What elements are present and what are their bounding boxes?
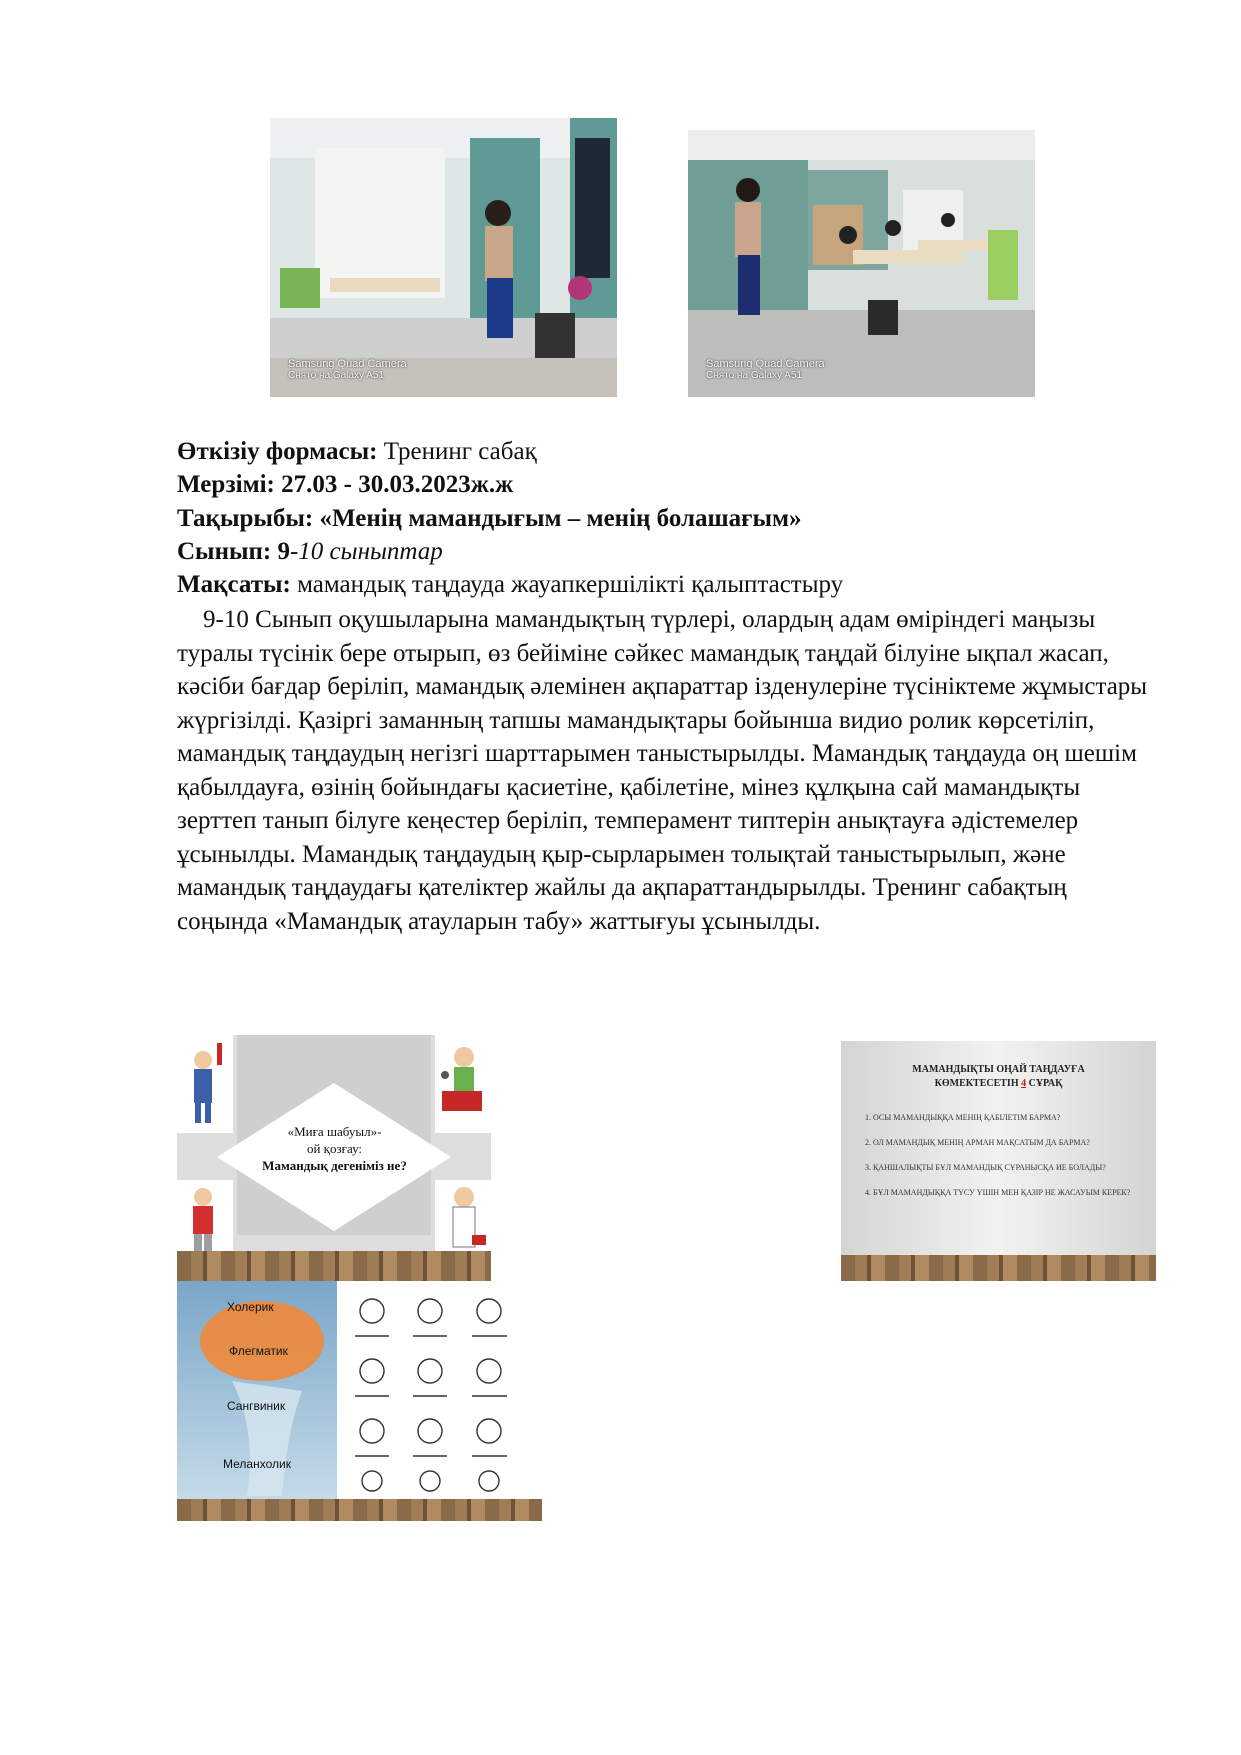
goal-value: мамандық таңдауда жауапкершілікті қалыптастыру — [290, 571, 844, 598]
classroom-photo-left — [270, 118, 617, 397]
questions-title-line1: МАМАНДЫҚТЫ ОҢАЙ ТАҢДАУҒА — [912, 1064, 1085, 1075]
wooden-floor — [177, 1251, 491, 1281]
questions-title-line2-end: СҰРАҚ — [1026, 1078, 1063, 1089]
questions-title — [841, 1063, 1156, 1091]
questions-slide — [841, 1041, 1156, 1281]
class-value: -10 сыныптар — [289, 538, 443, 565]
brainstorm-line3: Мамандық дегеніміз не? — [262, 1158, 407, 1173]
form-line — [177, 436, 1177, 468]
questions-title-line2 — [841, 1077, 1156, 1091]
brainstorm-line2: ой қозғау: — [306, 1141, 363, 1156]
goal-label: Мақсаты: — [177, 571, 291, 598]
brainstorm-caption — [257, 1123, 412, 1174]
questions-title-number: 4 — [1021, 1078, 1027, 1089]
temperament-label-sanguine: Сангвиник — [227, 1399, 286, 1413]
brainstorm-slide — [177, 1035, 491, 1281]
body-paragraph: 9-10 Сынып оқушыларына мамандықтың түрлері, олардың адам өміріндегі маңызы туралы түсінік бере отырып, өз бейіміне сәйкес мамандық таңдай білуіне ықпал жасап, кәсіби бағдар беріліп, мамандық әлемінен ақпараттар ізденулеріне түсініктеме жұмыстары жүргізілді. Қазіргі заманның тапшы мамандықтары бойынша видио ролик көрсетіліп, мамандық таңдаудың негізгі шарттарымен таныстырылды. Мамандық таңдауда оң шешім қабылдауға, өзінің бойындағы қасиетіне, қабілетіне, мінез құлқына сай мамандықты зерттеп танып білуге кеңестер беріліп, темперамент типтерін анықтауға әдістемелер ұсынылды. Мамандық таңдаудың қыр-сырларымен толықтай таныстырылып, және мамандық таңдаудағы қателіктер жайлы да ақпараттандырылды. Тренинг сабақтың соңында «Мамандық атауларын табу» жаттығуы ұсынылды. — [177, 606, 1148, 935]
question-item: 3. ҚАНШАЛЫҚТЫ БҰЛ МАМАНДЫҚ СҰРАНЫСҚА ИЕ БОЛАДЫ? — [865, 1163, 1106, 1172]
form-value: Тренинг сабақ — [377, 438, 537, 465]
camera-watermark-line1: Samsung Quad Camera — [288, 358, 407, 370]
form-label: Өткізіу формасы: — [177, 438, 378, 465]
questions-title-line2-start: КӨМЕКТЕСЕТІН — [934, 1078, 1022, 1089]
temperament-label-phlegmatic: Флегматик — [229, 1344, 288, 1358]
camera-watermark-line2: Снято на Galaxy A51 — [288, 370, 384, 381]
camera-watermark-line2: Снято на Galaxy A51 — [706, 370, 802, 381]
camera-watermark-line1: Samsung Quad Camera — [706, 358, 825, 370]
topic-line — [177, 503, 1177, 535]
classroom-photo-right-image — [688, 130, 1035, 397]
date-label: Мерзімі: 27.03 - 30.03.2023ж.ж — [177, 471, 514, 498]
questions-list — [865, 1113, 1150, 1198]
classroom-photo-right — [688, 130, 1035, 397]
temperament-slide — [177, 1281, 542, 1521]
camera-watermark — [706, 359, 825, 381]
goal-line — [177, 569, 1177, 601]
camera-watermark — [288, 359, 407, 381]
temperament-label-melancholic: Меланхолик — [223, 1457, 291, 1471]
date-line — [177, 469, 1177, 501]
class-line — [177, 536, 1177, 568]
class-label: Сынып: 9 — [177, 538, 290, 565]
brainstorm-line1: «Миға шабуыл»- — [287, 1124, 382, 1139]
topic-label: Тақырыбы: «Менің мамандығым – менің болашағым» — [177, 505, 802, 532]
wooden-floor — [841, 1255, 1156, 1281]
question-item: 1. ОСЫ МАМАНДЫҚҚА МЕНІҢ ҚАБІЛЕТІМ БАРМА? — [865, 1113, 1061, 1122]
temperament-label-choleric: Холерик — [227, 1300, 274, 1314]
question-item: 2. ОЛ МАМАНДЫҚ МЕНІҢ АРМАН МАҚСАТЫМ ДА БАРМА? — [865, 1138, 1090, 1147]
wooden-floor — [177, 1499, 542, 1521]
question-item: 4. БҰЛ МАМАНДЫҚҚА ТҮСУ ҮШІН МЕН ҚАЗІР НЕ ЖАСАУЫМ КЕРЕК? — [865, 1188, 1131, 1197]
classroom-photo-left-image — [270, 118, 617, 397]
